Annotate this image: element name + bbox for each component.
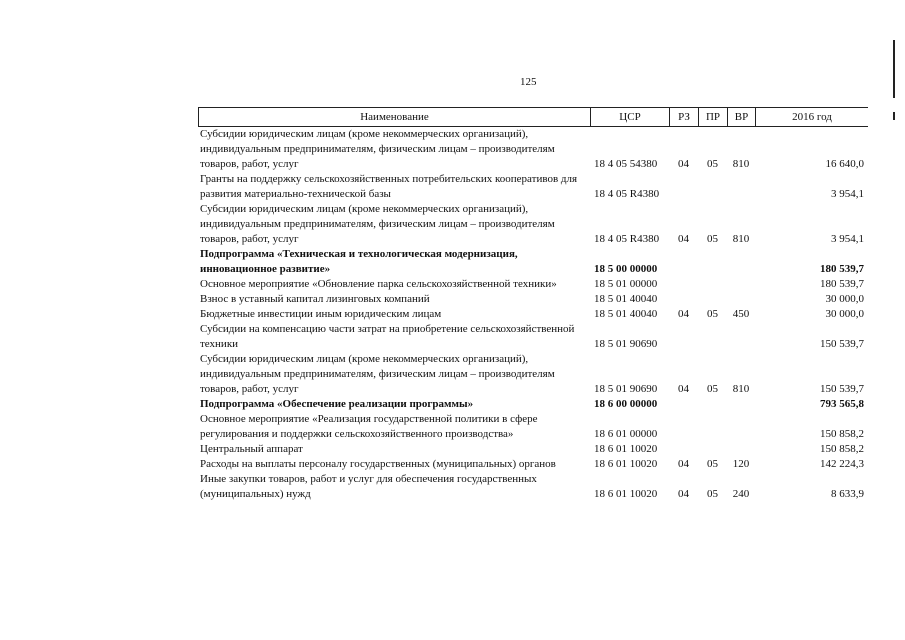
row-pr: 05 [707, 458, 718, 470]
row-vr [727, 292, 755, 307]
row-csr-code: 18 5 01 90690 [594, 338, 658, 350]
row-rz: 04 [678, 458, 689, 470]
row-vr: 810 [732, 158, 750, 170]
row-name: Субсидии на компенсацию части затрат на приобретение сельскохозяйственной техники [200, 323, 575, 350]
row-csr-code: 18 6 01 10020 [594, 458, 658, 470]
header-year: 2016 год [755, 107, 868, 127]
row-csr-code: 18 5 01 00000 [594, 278, 658, 290]
row-vr: 810 [732, 233, 750, 245]
row-name: Основное мероприятие «Обновление парка сельскохозяйственной техники» [200, 278, 557, 290]
row-rz [669, 247, 698, 277]
row-rz: 04 [678, 383, 689, 395]
row-rz: 04 [678, 158, 689, 170]
row-rz [669, 172, 698, 202]
row-vr: 450 [732, 308, 750, 320]
budget-table [198, 107, 868, 502]
row-csr-code: 18 6 01 10020 [594, 443, 658, 455]
row-name: Иные закупки товаров, работ и услуг для обеспечения государственных (муниципальных) нужд [200, 473, 537, 500]
row-csr-code: 18 4 05 R4380 [594, 188, 660, 200]
row-pr [698, 322, 727, 352]
row-name: Основное мероприятие «Реализация государственной политики в сфере регулирования и поддержки сельскохозяйственного производства» [200, 413, 538, 440]
header-vr: ВР [727, 107, 755, 127]
header-rz: РЗ [669, 107, 698, 127]
row-amount: 150 858,2 [820, 443, 864, 455]
row-amount: 793 565,8 [820, 398, 864, 410]
row-rz [669, 442, 698, 457]
row-amount: 150 539,7 [820, 338, 864, 350]
row-pr: 05 [707, 488, 718, 500]
row-csr-code: 18 6 01 10020 [594, 488, 658, 500]
header-csr: ЦСР [590, 107, 669, 127]
row-vr [727, 322, 755, 352]
row-pr [698, 277, 727, 292]
row-csr-code: 18 6 00 00000 [594, 398, 658, 410]
row-vr [727, 442, 755, 457]
row-amount: 150 858,2 [820, 428, 864, 440]
row-amount: 150 539,7 [820, 383, 864, 395]
row-csr-code: 18 5 01 90690 [594, 383, 658, 395]
row-csr-code: 18 5 01 40040 [594, 293, 658, 305]
row-vr [727, 172, 755, 202]
row-rz: 04 [678, 308, 689, 320]
row-pr [698, 412, 727, 442]
row-amount: 16 640,0 [825, 158, 864, 170]
row-vr [727, 397, 755, 412]
row-name: Бюджетные инвестиции иным юридическим лицам [200, 308, 442, 320]
row-csr-code: 18 5 01 40040 [594, 308, 658, 320]
row-pr [698, 397, 727, 412]
row-pr: 05 [707, 308, 718, 320]
header-pr: ПР [698, 107, 727, 127]
row-rz: 04 [678, 488, 689, 500]
row-vr [727, 412, 755, 442]
row-amount: 142 224,3 [820, 458, 864, 470]
header-name: Наименование [198, 107, 590, 127]
row-name: Центральный аппарат [200, 443, 303, 455]
row-rz [669, 292, 698, 307]
row-name: Субсидии юридическим лицам (кроме некоммерческих организаций), индивидуальным предпринимателям, физическим лицам – производителям товаров, работ, услуг [200, 203, 555, 245]
row-vr [727, 247, 755, 277]
row-csr-code: 18 6 01 00000 [594, 428, 658, 440]
row-amount: 30 000,0 [825, 308, 864, 320]
row-rz [669, 412, 698, 442]
row-vr: 120 [732, 458, 750, 470]
row-pr [698, 442, 727, 457]
row-vr: 240 [732, 488, 750, 500]
row-rz: 04 [678, 233, 689, 245]
row-pr: 05 [707, 233, 718, 245]
row-csr-code: 18 4 05 R4380 [594, 233, 660, 245]
row-name: Гранты на поддержку сельскохозяйственных потребительских кооперативов для развития материально-технической базы [200, 173, 578, 200]
row-pr [698, 292, 727, 307]
row-vr [727, 277, 755, 292]
row-name: Расходы на выплаты персоналу государственных (муниципальных) органов [200, 458, 556, 470]
row-csr-code: 18 4 05 54380 [594, 158, 658, 170]
row-amount: 3 954,1 [831, 188, 864, 200]
row-amount: 30 000,0 [825, 293, 864, 305]
row-csr-code: 18 5 00 00000 [594, 263, 658, 275]
row-rz [669, 397, 698, 412]
page-number: 125 [520, 76, 537, 88]
row-pr [698, 247, 727, 277]
row-vr: 810 [732, 383, 750, 395]
row-pr: 05 [707, 158, 718, 170]
row-name: Субсидии юридическим лицам (кроме некоммерческих организаций), индивидуальным предпринимателям, физическим лицам – производителям товаров, работ, услуг [200, 353, 555, 395]
row-amount: 3 954,1 [831, 233, 864, 245]
row-name: Взнос в уставный капитал лизинговых компаний [200, 293, 430, 305]
scan-edge-mark [893, 112, 895, 120]
row-amount: 8 633,9 [831, 488, 864, 500]
row-name: Подпрограмма «Обеспечение реализации программы» [200, 398, 474, 410]
row-pr: 05 [707, 383, 718, 395]
budget-table-grid [198, 107, 868, 502]
row-rz [669, 322, 698, 352]
scan-edge-mark [893, 40, 895, 98]
row-amount: 180 539,7 [820, 278, 864, 290]
row-amount: 180 539,7 [820, 263, 864, 275]
row-name: Субсидии юридическим лицам (кроме некоммерческих организаций), индивидуальным предпринимателям, физическим лицам – производителям товаров, работ, услуг [200, 128, 555, 170]
row-pr [698, 172, 727, 202]
row-rz [669, 277, 698, 292]
row-name: Подпрограмма «Техническая и технологическая модернизация, инновационное развитие» [200, 248, 518, 275]
